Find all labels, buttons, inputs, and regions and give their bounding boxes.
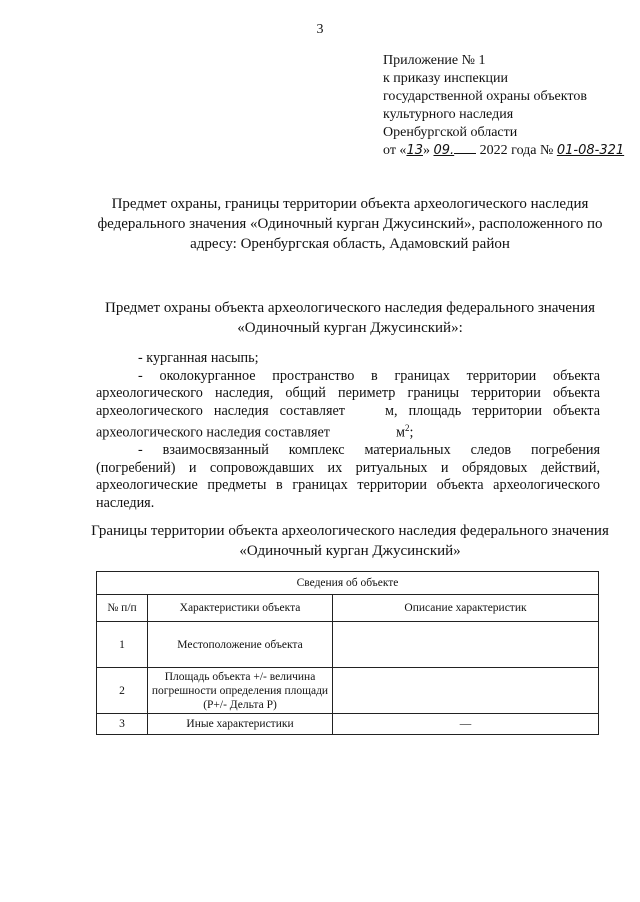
table-row	[97, 668, 599, 714]
row-number-cell: 3	[97, 714, 148, 735]
unit-superscript: 2	[404, 423, 410, 433]
object-info-table	[96, 571, 599, 735]
row-name-cell: Площадь объекта +/- величина погрешности определения площади (P+/- Дельта P)	[148, 668, 333, 714]
bullet-item	[96, 368, 600, 443]
bullet-text: м, площадь территории объекта археологического наследия составляет	[96, 402, 600, 441]
punct-text: ;	[409, 424, 414, 441]
appendix-date-line	[383, 142, 624, 160]
order-number: 01-08-321	[556, 143, 625, 158]
section-subtitle: Предмет охраны объекта археологического наследия федерального значения «Одиночный курган Джусинский»:	[104, 300, 596, 336]
row-name-cell: Иные характеристики	[148, 714, 333, 735]
date-day: 13	[406, 143, 423, 158]
appendix-line: Оренбургской области	[383, 125, 518, 140]
document-title: Предмет охраны, границы территории объекта археологического наследия федерального значения «Одиночный курган Джусинский», расположенного по адресу: Оренбургская область, Адамовский район	[97, 196, 603, 252]
page-number: 3	[316, 22, 324, 37]
date-blank-line	[454, 153, 476, 154]
appendix-line: Приложение № 1	[383, 53, 486, 68]
appendix-line: культурного наследия	[383, 107, 514, 122]
date-year: 2022 года №	[476, 143, 554, 158]
table-title: Границы территории объекта археологического наследия федерального значения «Одиночный курган Джусинский»	[91, 523, 609, 559]
bullet-text: - околокурганное пространство в границах территории объекта археологического наследия, общий периметр границы территории объекта археологического наследия составляет	[96, 367, 600, 419]
row-desc-cell	[333, 622, 599, 668]
appendix-block	[383, 52, 624, 160]
table-header-cell: № п/п	[97, 595, 148, 622]
bullet-item: - взаимосвязанный комплекс материальных следов погребения (погребений) и сопровождавших их ритуальных и обрядовых действий, археологические предметы в границах территории объекта археологического наследия.	[96, 442, 600, 511]
date-mid: »	[422, 143, 430, 158]
table-header-cell: Характеристики объекта	[148, 595, 333, 622]
row-desc-cell: —	[333, 714, 599, 735]
table-caption: Сведения об объекте	[97, 572, 599, 595]
protection-items	[96, 350, 600, 512]
appendix-line: государственной охраны объектов	[383, 89, 587, 104]
row-number-cell: 2	[97, 668, 148, 714]
unit-text: м	[395, 424, 405, 441]
row-desc-cell	[333, 668, 599, 714]
date-month: 09.	[433, 143, 455, 158]
row-number-cell: 1	[97, 622, 148, 668]
table-row	[97, 714, 599, 735]
bullet-item: - курганная насыпь;	[138, 350, 259, 366]
row-name-cell: Местоположение объекта	[148, 622, 333, 668]
date-prefix: от «	[383, 143, 407, 158]
table-row	[97, 622, 599, 668]
appendix-line: к приказу инспекции	[383, 71, 509, 86]
table-header-cell: Описание характеристик	[333, 595, 599, 622]
